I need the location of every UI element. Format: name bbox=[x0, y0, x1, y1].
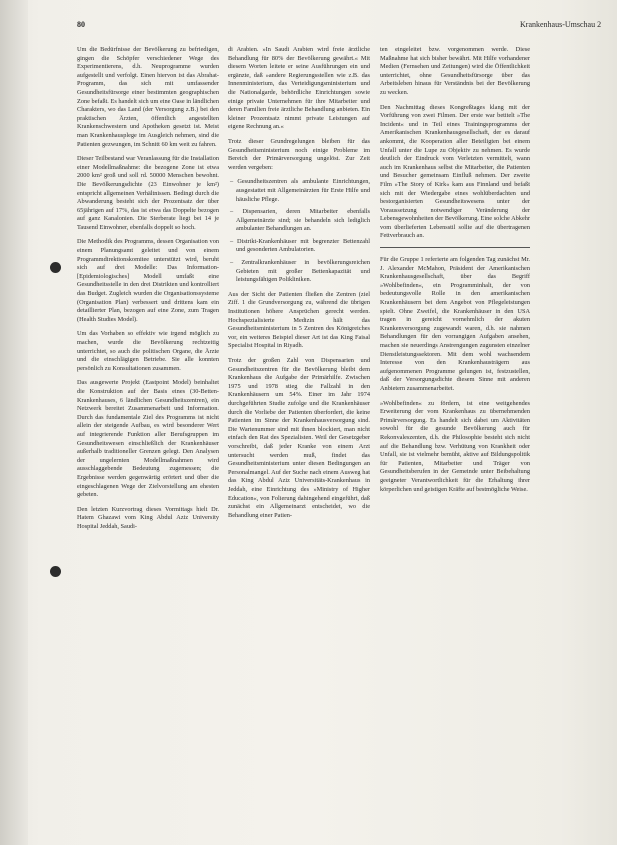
list-item: – Distrikt-Krankenhäuser mit begrenzter Bettenzahl und gesonderten Ambulatorien. bbox=[236, 238, 370, 255]
paragraph: Aus der Sicht der Patienten fließen die Zentren (ziel Ziff. 1 die Grundversorgung zu, während die übrigen Institutionen höhere Ansprüchen gerecht werden. Hochspezialisierte Medizin hält das Gesundheitsministerium in 5 Zentren des Königreiches vor, ein weiteres Beispiel dieser Art ist das King Faisal Specialist Hospital in Riyadh. bbox=[228, 290, 370, 350]
section-divider bbox=[380, 247, 530, 248]
punch-hole bbox=[50, 262, 61, 273]
list-item: – Dispensarien, deren Mitarbeiter ebenfalls Allgemeinärzte sind; sie behandeln sich lediglich ambulanter Behandlungen an. bbox=[236, 208, 370, 234]
paragraph: di Arabien. »In Saudi Arabien wird freie ärztliche Behandlung für 80% der Bevölkerung gewährt.« Mit diesem Worten leitete er seine Ausführungen ein und ergänzte, daß »andere Regierungsstellen wie z.B. das Innenministerium, das Verteidigungsministerium und die Nationalgarde, behördliche Einrichtungen sowie einige private Unternehmen für ihre Mitarbeiter und deren Familien freie ärztliche Behandlung anbieten. Ein kleiner Prozentsatz nimmt private Leistungen auf eigene Rechnung an.« bbox=[228, 46, 370, 131]
binding-gutter bbox=[0, 0, 28, 845]
facility-list bbox=[228, 178, 370, 285]
paragraph: Das ausgewerte Projekt (Eastpoint Model) beinhaltet die Konstruktion auf der Basis eines (30-Betten-Krankenhauses, 6 ländlichen Gesundheitszentren), ein Netzwerk bereitet Zusammenarbeit und Information. Durch das fundamentale Ziel des Programms ist nicht allein der steigende Aufbau, es wird besonderer Wert auf integrierende Funktion aller Berufsgruppen im Gesundheitswesen einschließlich der Krankenhäuser außerhalb traditioneller Grenzen gelegt. Den Analysen der ungelernten Modellmaßnahmen wird ausschlaggebende Bedeutung zugemessen; die Ergebnisse werden gegenwärtig erörtert und über die eingeschlagenen Wege der Zielvorstellung am ehesten gebeten. bbox=[77, 379, 219, 499]
paragraph: Um das Vorhaben so effektiv wie irgend möglich zu machen, wurde die Bevölkerung rechtzeitig unterrichtet, so auch die politischen Organe, die Ärzte und die einschlägigen Betriebe. Sie alle konnten persönlich zu Konsultationen zusammen. bbox=[77, 330, 219, 372]
text-column-1 bbox=[77, 46, 219, 836]
paragraph: Trotz der großen Zahl von Dispensarien und Gesundheitszentren für die Bevölkerung bleibt dem Krankenhaus die Aufgabe der Primärhilfe. Zwischen 1975 und 1978 stieg die Fallzahl in den Krankenhäusern um 54%. Einer im Jahr 1974 durchgeführten Studie zufolge und die Krankenhäuser durch die Vorliebe der Patienten überfordert, die keine Patienten im Sinne der Krankenhausversorgung sind. Die Wartenummer sind mit ihnen blockiert, man nicht einfach den Rat des Spezialisten. Weil der Gesetzgeber vorschreibt, daß jeder Kranke von einem Arzt untersucht werden muß, findet das Gesundheitsministerium unter diesen Bedingungen an Personalmangel. Auf der Suche nach einem Ausweg hat das King Abdul Aziz Universitäts-Krankenhaus in Jeddah, eine Einrichtung des »Ministry of Higher Education«, von Folierung dahingehend eingeführt, daß zunächst ein Allgemeinarzt entscheidet, wo die Behandlung einer Patien- bbox=[228, 357, 370, 519]
text-column-2 bbox=[228, 46, 370, 836]
paragraph: Den Nachmittag dieses Kongreßtages klang mit der Vorführung von zwei Filmen. Der erste war betitelt »The Incident« und in Teil eines Trainingsprogramms der Amerikanischen Krankenhausgesellschaft, der es darauf ankommt, die Kooperation aller Beteiligten bei einem Unfall unter die Lupe zu Objektiv zu nehmen. Es wurde deutlich der Eindruck vom Verletzten vermittelt, wann auch im Krankenhaus selbst die Mitarbeiter, die Patienten und Besucher gemeinsam Einfluß nehmen. Der zweite Film »The Story of Kirk« kam aus Finnland und befaßt sich mit der Wiedergabe eines wohlüberdachten und bestorganisierten Gesundheitswesens unter der Voraussetzung notwendiger Veränderung der Lebensgewohnheiten der Bevölkerung. Eine solche Abkehr vom überlieferten Lebensstil sollte auf die übertragenen Fettverbrauch an. bbox=[380, 103, 530, 240]
paragraph: Dieser Teilbestand war Veranlassung für die Installation einer Modellmaßnahme: die bezogene Zone ist etwa 2000 km² groß und soll rd. 50000 Menschen bewohnt. Die Bevölkerungsdichte (23 Einwohner je km²) entspricht allgemeinen Verhältnissen. Bedingt durch die Abwanderung besteht sich der Prozentsatz der über 65jährigen auf 17%, das ist etwa das Doppelte bezogen auf ganz Kanalonien. Die Sterberate liegt bei 14 je Tausend Einwohner, ebenfalls doppelt so hoch. bbox=[77, 155, 219, 231]
running-title: Krankenhaus-Umschau 2 bbox=[520, 20, 602, 29]
list-item: – Zentralkrankenhäuser in bevölkerungsreichen Gebieten mit großer Bettenkapazität und leistungsfähigen Polikliniken. bbox=[236, 259, 370, 285]
paragraph: Für die Gruppe 1 referierte am folgenden Tag zunächst Mr. J. Alexander McMahon, Präsident der Amerikanischen Krankenhausgesellschaft, über das Begriff »Wohlbefinden«, ein Programminhalt, der von bedeutungsvolle Rolle in den amerikanischen Krankenhäusern bei dem Angebot von Pflegeleistungen spielt. Ohne Zweifel, die Krankenhäuser in den USA tragen in gereicht vornehmlich der akuten Krankenversorgung zugewandt waren, d.h. sie nahmen Behandlungen für den vorrangigen Aufgaben ansehen, machen sie neuerdings Anstrengungen zugunsten einzelner Dienstleistungssektoren. Mit dem wohl wachsendem Interesse von den Krankenhausträgern aus aufgenommenen Programme gelungen ist, festzustellen, daß der Versorgungsdichte diesem Sinne mit anderen Anbietern zusammenarbeitet. bbox=[380, 256, 530, 392]
paragraph: Den letzten Kurzvortrag dieses Vormittags hielt Dr. Hatem Ghazawi vom King Abdul Aziz University Hospital Jeddah, Saudi- bbox=[77, 505, 219, 530]
punch-hole bbox=[50, 566, 61, 577]
paragraph: ten eingeleitet bzw. vorgenommen werde. Diese Maßnahme hat sich bisher bewährt. Mit Hilfe vorhandener Medien (Fernsehen und Zeitungen) wird die Öffentlichkeit unterrichtet, ohne Gesundheitsfürsorge über das Arbeitsleben hinaus für Verständnis bei der Bevölkerung zu wecken. bbox=[380, 46, 530, 96]
paragraph: Um die Bedürfnisse der Bevölkerung zu befriedigen, gingen die Schöpfer verschiedener Wege des Experimentierens, d.h. Neuprogramme wurden aufgestellt und verfolgt. Einen hiervon ist das Abrahat-Programm, das sich mit umfassender Gesundheitsfürsorge einer bestimmten geographischen Zone befaßt. Es handelt sich um eine Oase in ländlichen Charakters, wo das Land (der Versorgung z.B.) bei den praktischen Ärzten, öffentlich angestellten Krankenschwestern und Apotheken gesetzt ist. Meist man Krankenhausplege im Ausgleich nehmen, sind die Patienten gezwungen, im Schnitt 60 km weit zu fahren. bbox=[77, 46, 219, 148]
paragraph: »Wohlbefinden« zu fördern, ist eine weitgehendes Erweiterung der vom Krankenhaus zu übernehmenden Primärversorgung. Es handelt sich dabei um Aktivitäten sowohl für die gesunde Bevölkerung auch für Rekonvaleszenten, d.h. die Philosophie besteht sich nicht auf die Behandlung bzw. Verhütung von Krankheit oder Unfall, sie ist vielmehr bemüht, aktive auf Bildungspolitik für Patienten, Mitarbeiter und Träger von Gesundheitsberufen in der Gemeinde unter Beibehaltung geeigneter Verantwortlichkeit für die Erhaltung ihrer körperlichen und geistigen Kräfte auf bestmögliche Weise. bbox=[380, 399, 530, 493]
paragraph: Die Methodik des Programms, dessen Organisation von einem Planungsamt geleitet und von einem Programmdirektionskomitee unterstützt wird, beruht sich auf drei Modelle: Das Information-[Epidemiologisches] Modell umfaßt eine Gesundheitsstelle in den drei Distrikten und kontrolliert das Budget. Zugleich wurden die Organisationssysteme (Organisation Plan) verbessert und drittens kam ein detaillierter Plan, bezogen auf eine Zone, zum Tragen (Health Studies Model). bbox=[77, 238, 219, 323]
paragraph: Trotz dieser Grundregelungen bleiben für das Gesundheitsministerium noch einige Probleme im Bereich der Primärversorgung ungelöst. Zur Zeit werden vergeben: bbox=[228, 137, 370, 171]
text-column-3 bbox=[380, 46, 530, 836]
list-item: – Gesundheitszentren als ambulante Einrichtungen, ausgestattet mit Allgemeinärzten für Erste Hilfe und häusliche Pflege. bbox=[236, 178, 370, 204]
page-number: 80 bbox=[77, 20, 85, 29]
